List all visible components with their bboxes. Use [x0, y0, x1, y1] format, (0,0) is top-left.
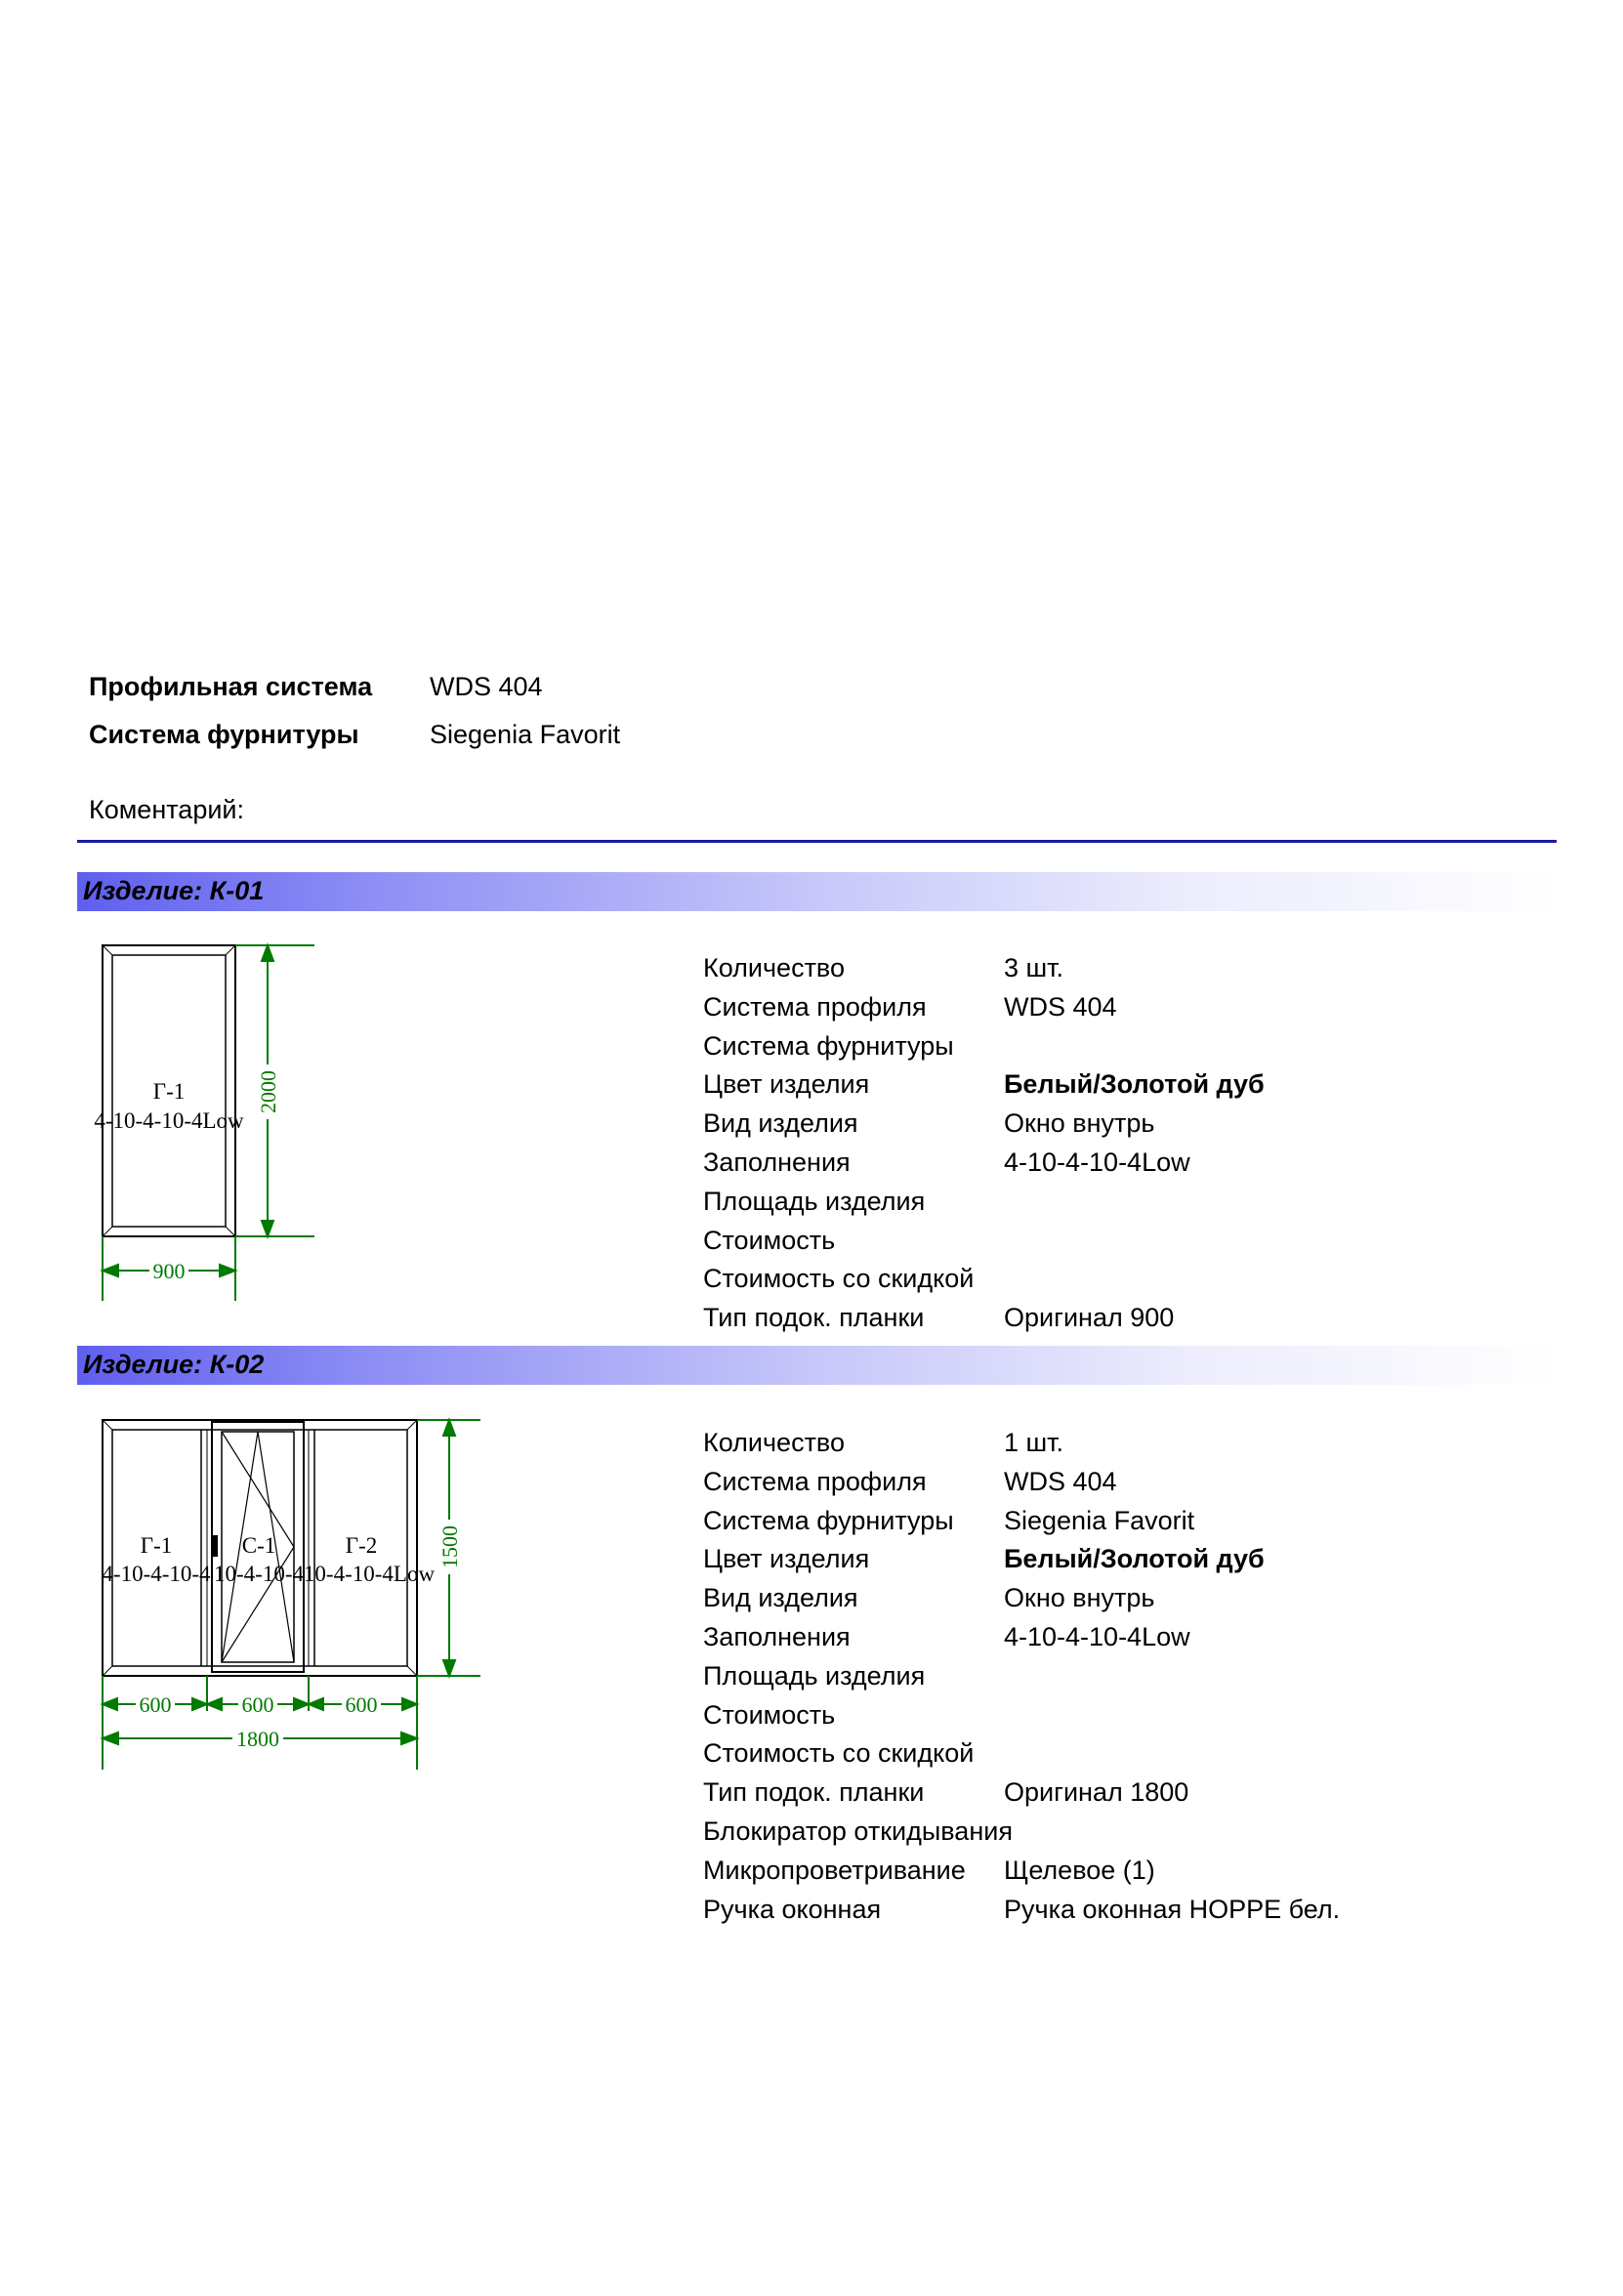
glass-label: 4-10-4-10-4Low [94, 1108, 244, 1133]
property-label: Заполнения [703, 1621, 851, 1651]
segment-width-1: 600 [139, 1692, 172, 1717]
item-title: Изделие: К-02 [83, 1350, 265, 1379]
property-value: 1 шт. [1004, 1428, 1064, 1457]
width-dimension: 900 [152, 1259, 186, 1283]
total-width-dimension: 1800 [236, 1727, 279, 1751]
item-title-band [77, 872, 1557, 911]
segment-width-2: 600 [241, 1692, 274, 1717]
property-value: Щелевое (1) [1004, 1855, 1155, 1885]
property-value: Белый/Золотой дуб [1004, 1069, 1265, 1100]
height-dimension: 2000 [256, 1070, 280, 1113]
property-value: Белый/Золотой дуб [1004, 1544, 1265, 1574]
height-dimension: 1500 [437, 1525, 462, 1568]
property-label: Система профиля [703, 991, 927, 1022]
property-label: Площадь изделия [703, 1660, 926, 1691]
property-value: Окно внутрь [1004, 1108, 1155, 1139]
header-divider [77, 840, 1557, 843]
right-sash-label: Г-2 [345, 1533, 378, 1558]
sash-label: Г-1 [152, 1079, 186, 1104]
property-value: WDS 404 [1004, 1466, 1117, 1496]
profile-system-label: Профильная система [89, 672, 373, 701]
property-label: Цвет изделия [703, 1069, 870, 1100]
property-value: 4-10-4-10-4Low [1004, 1621, 1190, 1651]
comment-label: Коментарий: [89, 795, 244, 824]
property-value: Оригинал 1800 [1004, 1777, 1189, 1808]
property-label: Стоимость [703, 1699, 836, 1730]
property-label: Блокиратор откидывания [703, 1816, 1013, 1846]
property-value: 3 шт. [1004, 953, 1064, 982]
property-value: 4-10-4-10-4Low [1004, 1147, 1190, 1177]
left-glass-label: 4-10-4-10-4 [102, 1562, 211, 1586]
property-label: Стоимость со скидкой [703, 1264, 975, 1294]
profile-system-value: WDS 404 [430, 672, 543, 701]
item-title-band [77, 1346, 1557, 1385]
property-label: Система фурнитуры [703, 1505, 954, 1535]
handle-icon [213, 1535, 218, 1557]
property-label: Вид изделия [703, 1108, 858, 1139]
property-label: Система фурнитуры [703, 1030, 954, 1061]
property-label: Площадь изделия [703, 1186, 926, 1216]
left-sash-label: Г-1 [140, 1533, 173, 1558]
property-label: Цвет изделия [703, 1544, 870, 1574]
item-title: Изделие: К-01 [83, 876, 265, 905]
property-label: Количество [703, 1428, 845, 1457]
hardware-system-label: Система фурнитуры [89, 720, 359, 749]
property-label: Заполнения [703, 1147, 851, 1177]
property-label: Стоимость со скидкой [703, 1738, 975, 1769]
hardware-system-value: Siegenia Favorit [430, 720, 621, 749]
property-label: Количество [703, 953, 845, 982]
property-label: Микропроветривание [703, 1855, 966, 1885]
property-label: Тип подок. планки [703, 1777, 925, 1808]
window-drawing-k01 [59, 928, 508, 1318]
property-label: Тип подок. планки [703, 1303, 925, 1333]
property-label: Вид изделия [703, 1583, 858, 1613]
center-glass-label: 10-4-10-4 [214, 1562, 304, 1586]
property-value: WDS 404 [1004, 991, 1117, 1022]
segment-width-3: 600 [345, 1692, 378, 1717]
window-drawing-k02 [59, 1397, 547, 1787]
property-value: Оригинал 900 [1004, 1303, 1175, 1333]
property-label: Стоимость [703, 1225, 836, 1255]
property-label: Система профиля [703, 1466, 927, 1496]
center-sash-label: С-1 [241, 1533, 276, 1558]
property-label: Ручка оконная [703, 1894, 882, 1924]
right-glass-label: 10-4-10-4Low [303, 1562, 436, 1586]
property-value: Siegenia Favorit [1004, 1505, 1195, 1535]
property-value: Ручка оконная HOPPE бел. [1004, 1894, 1341, 1924]
property-value: Окно внутрь [1004, 1583, 1155, 1613]
